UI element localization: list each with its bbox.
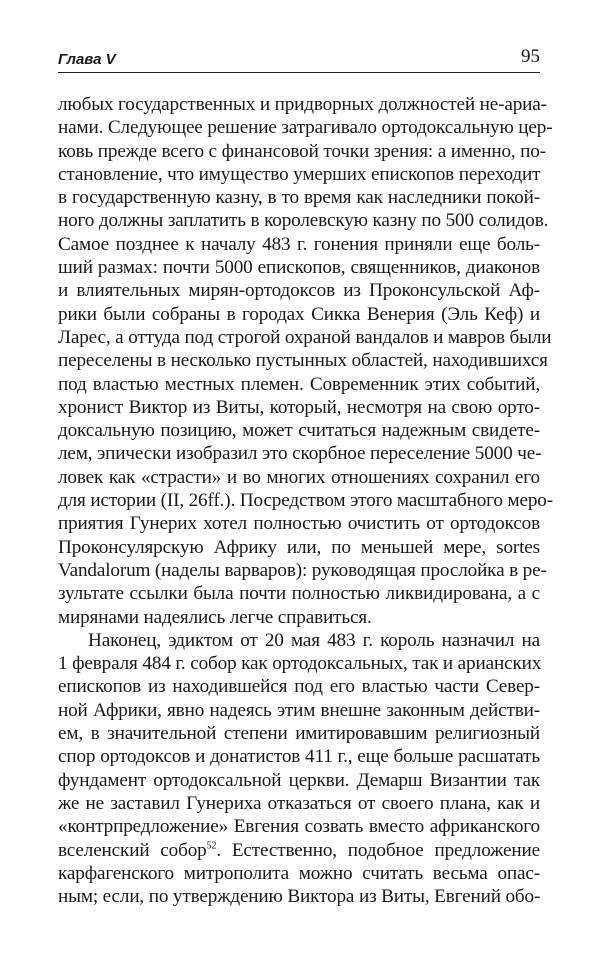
body-text bbox=[58, 93, 553, 908]
text-line: 1 февраля 484 г. собор как ортодоксальных, так и арианских bbox=[58, 653, 542, 675]
text-line: становление, что имущество умерших епископов переходит bbox=[58, 163, 541, 185]
text-line: Проконсулярскую Африку или, по меньшей мере, sortes bbox=[58, 536, 540, 558]
text-line: для истории (II, 26ff.). Посредством этого масштабного меро- bbox=[58, 490, 553, 512]
text-line: епископов из находившейся под его властью части Север- bbox=[58, 676, 540, 698]
text-line: Наконец, эдиктом от 20 мая 483 г. король назначил на bbox=[88, 629, 540, 651]
text-line: ной Африки, явно надеясь этим внешне законным действи- bbox=[58, 699, 540, 721]
text-segment: . Естественно, подобное предложение bbox=[216, 839, 540, 861]
text-line: ного должны заплатить в королевскую казну по 500 солидов. bbox=[58, 210, 549, 232]
text-line: же не заставил Гунериха отказаться от своего плана, как и bbox=[58, 792, 540, 814]
chapter-title: Глава V bbox=[58, 51, 116, 68]
text-line: Самое позднее к началу 483 г. гонения приняли еще боль- bbox=[58, 233, 540, 255]
text-line bbox=[58, 839, 540, 862]
text-line: Vandalorum (наделы варваров): руководящая прослойка в ре- bbox=[58, 559, 547, 581]
text-line: лем, эпически изобразил это скорбное переселение 5000 че- bbox=[58, 443, 542, 465]
text-line: под властью местных племен. Современник этих событий, bbox=[58, 373, 540, 395]
text-line: любых государственных и придворных должностей не-ариа- bbox=[58, 94, 547, 115]
text-line: зультате ссылки была почти полностью ликвидирована, а с bbox=[58, 583, 540, 605]
text-line: «контрпредложение» Евгения созвать вместо африканского bbox=[58, 816, 540, 838]
text-line: приятия Гунерих хотел полностью очистить от ортодоксов bbox=[58, 513, 540, 535]
text-line: ковь прежде всего с финансовой точки зрения: а именно, по- bbox=[58, 140, 546, 162]
text-line: переселены в несколько пустынных областей, находившихся bbox=[58, 350, 548, 372]
text-line: ловек как «страсти» и во многих отношениях сохранил его bbox=[58, 466, 540, 488]
text-line: мирянами надеялись легче справиться. bbox=[58, 606, 372, 628]
text-line: рики были собраны в городах Сикка Венерия (Эль Кеф) и bbox=[58, 303, 540, 325]
text-line: ным; если, по утверждению Виктора из Виты, Евгений обо- bbox=[58, 886, 541, 908]
text-line: фундамент ортодоксальной церкви. Демарш Византии так bbox=[58, 769, 540, 791]
page-number: 95 bbox=[521, 46, 540, 67]
text-line: доксальную позицию, может считаться надежным свидете- bbox=[58, 420, 540, 442]
text-line: Ларес, а оттуда под строгой охраной вандалов и мавров были bbox=[58, 326, 552, 348]
text-line: в государственную казну, в то время как наследники покой- bbox=[58, 187, 540, 209]
text-line: ший размах: почти 5000 епископов, священников, диаконов bbox=[58, 257, 540, 279]
text-line: карфагенского митрополита можно считать весьма опас- bbox=[58, 862, 540, 884]
text-line: ем, в значительной степени имитировавшим религиозный bbox=[58, 723, 540, 745]
text-line: нами. Следующее решение затрагивало ортодоксальную цер- bbox=[58, 117, 553, 139]
paragraph bbox=[58, 93, 553, 629]
paragraph bbox=[58, 629, 540, 909]
text-segment: вселенский собор bbox=[58, 839, 207, 861]
running-header bbox=[58, 44, 540, 73]
footnote-reference[interactable]: 52 bbox=[206, 840, 217, 852]
text-line: спор ортодоксов и донатистов 411 г., еще больше расшатать bbox=[58, 746, 540, 768]
text-line: и влиятельных мирян-ортодоксов из Проконсульской Аф- bbox=[58, 280, 540, 302]
text-line: хронист Виктор из Виты, который, несмотря на свою орто- bbox=[58, 396, 540, 418]
